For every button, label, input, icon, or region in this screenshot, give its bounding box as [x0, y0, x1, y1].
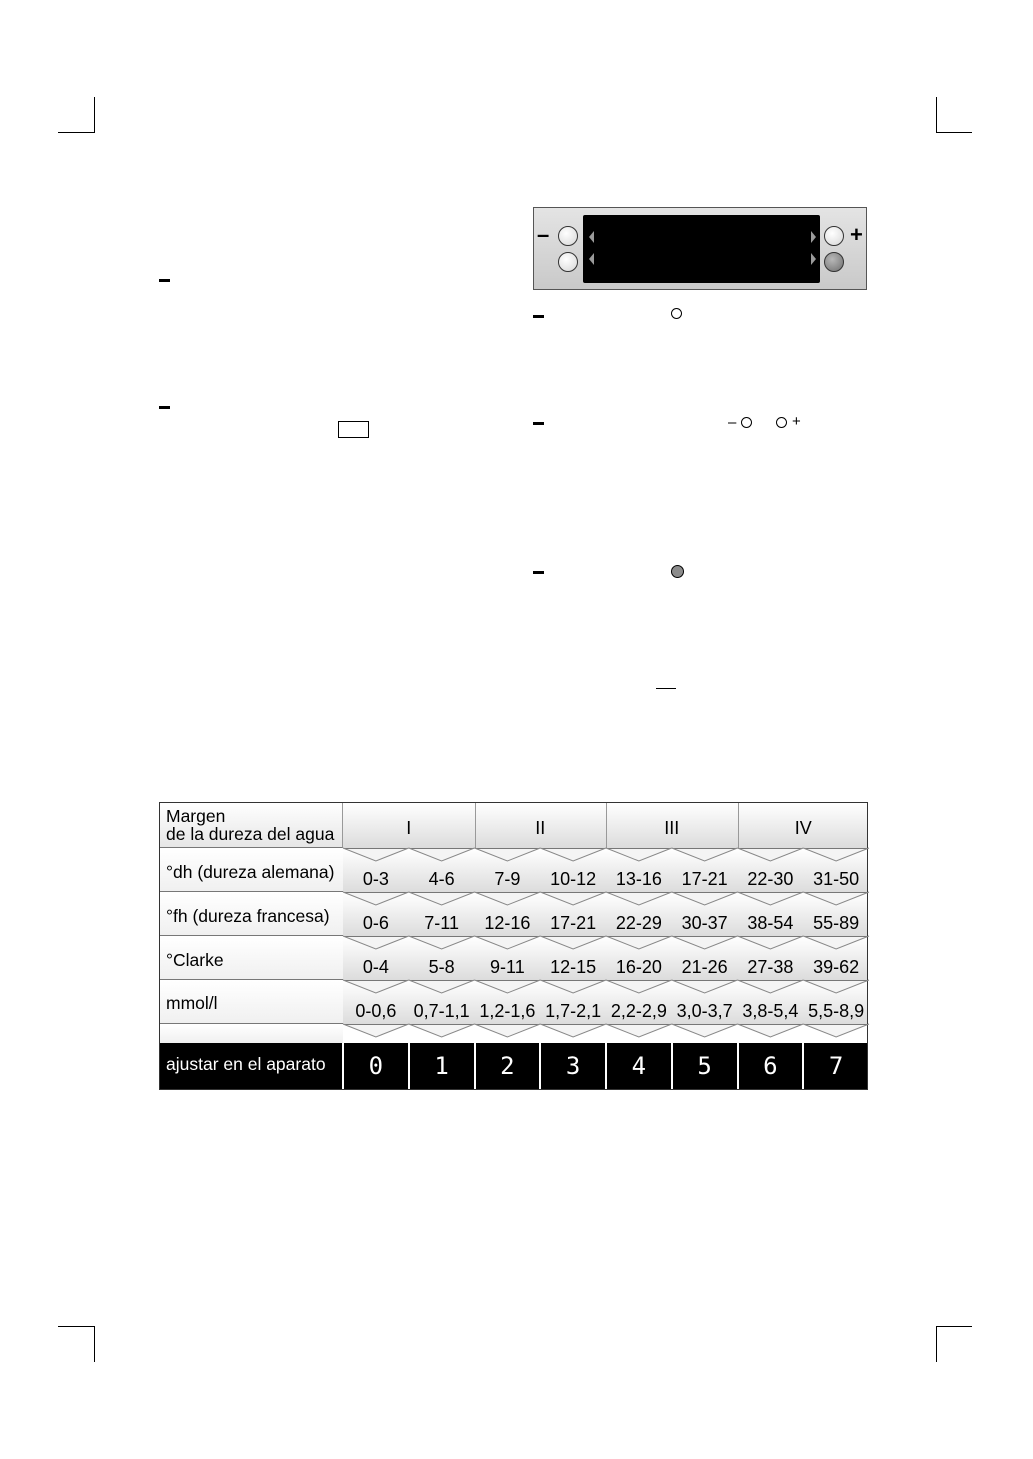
hardness-value-cell: 7-9	[494, 869, 521, 889]
hardness-value-cell: 21-26	[681, 957, 728, 977]
chevron-fill	[540, 892, 606, 905]
chevron-fill	[475, 980, 541, 993]
crop-mark-top-right-horizontal	[936, 132, 972, 133]
hardness-value-cell: 13-16	[615, 869, 662, 889]
group-header-cell: I	[406, 818, 412, 838]
chevron-fill	[738, 848, 804, 861]
hardness-value-cell: 5-8	[428, 957, 455, 977]
overline-mark	[656, 688, 676, 689]
hardness-value-cell: 27-38	[747, 957, 794, 977]
plus-button-icon	[824, 226, 844, 246]
chevron-fill	[803, 980, 869, 993]
chevron-fill	[343, 936, 409, 949]
left-arrow-icon	[589, 253, 594, 265]
chevron-fill	[343, 1024, 409, 1037]
device-setting-cell: 7	[828, 1052, 844, 1080]
chevron-fill	[475, 848, 541, 861]
hardness-value-cell: 0-3	[362, 869, 389, 889]
hardness-value-cell: 17-21	[681, 869, 728, 889]
hardness-value-cell: 12-16	[484, 913, 531, 933]
chevron-fill	[606, 980, 672, 993]
chevron-fill	[606, 848, 672, 861]
hardness-value-cell: 2,2-2,9	[610, 1001, 667, 1021]
device-setting-cell: 0	[368, 1052, 384, 1080]
chevron-fill	[409, 936, 475, 949]
device-setting-cell: 2	[500, 1052, 515, 1080]
chevron-fill	[475, 936, 541, 949]
plus-sign: +	[850, 222, 863, 247]
minus-symbol: –	[728, 414, 737, 431]
chevron-fill	[606, 936, 672, 949]
hardness-value-cell: 0-0,6	[355, 1001, 397, 1021]
hardness-value-cell: 12-15	[550, 957, 597, 977]
crop-mark-bottom-left-vertical	[94, 1326, 95, 1362]
chevron-fill	[343, 848, 409, 861]
setting-separator	[474, 1043, 476, 1089]
hardness-value-cell: 39-62	[813, 957, 860, 977]
hardness-value-cell: 7-11	[424, 913, 459, 933]
header-label-line-2: de la dureza del agua	[166, 824, 335, 844]
small-key-box	[338, 421, 369, 438]
group-header-cell: III	[664, 818, 680, 838]
setting-separator	[539, 1043, 541, 1089]
chevron-fill	[540, 980, 606, 993]
row-label-dh: °dh (dureza alemana)	[160, 849, 343, 892]
setting-separator	[671, 1043, 673, 1089]
bullet-dash	[533, 571, 544, 574]
header-label-cell	[160, 803, 343, 848]
bullet-dash	[533, 422, 544, 425]
chevron-fill	[606, 892, 672, 905]
hardness-value-cell: 55-89	[813, 913, 860, 933]
chevron-fill	[540, 1024, 606, 1037]
minus-button-icon	[558, 226, 578, 246]
hardness-value-cell: 30-37	[681, 913, 728, 933]
crop-mark-bottom-right-horizontal	[936, 1326, 972, 1327]
hardness-value-cell: 0-6	[362, 913, 389, 933]
setting-row-label: ajustar en el aparato	[166, 1054, 326, 1074]
hardness-value-cell: 16-20	[615, 957, 662, 977]
row-label-spacer	[160, 1025, 343, 1043]
display-screen	[583, 215, 820, 283]
setting-separator	[605, 1043, 607, 1089]
group-header-cell: II	[535, 818, 546, 838]
minus-sign: –	[537, 222, 550, 247]
row-label-clarke: °Clarke	[160, 937, 343, 980]
water-hardness-table	[159, 802, 868, 1090]
chevron-fill	[672, 1024, 738, 1037]
plus-symbol: +	[792, 413, 801, 430]
start-button-icon	[824, 252, 844, 272]
device-setting-cell: 5	[697, 1052, 712, 1080]
chevron-fill	[738, 892, 804, 905]
setting-separator	[802, 1043, 804, 1089]
hardness-value-cell: 22-30	[747, 869, 794, 889]
chevron-fill	[672, 848, 738, 861]
minus-button-symbol-icon	[741, 417, 752, 428]
hardness-value-cell: 4-6	[428, 869, 455, 889]
chevron-fill	[475, 892, 541, 905]
device-setting-cell: 3	[565, 1052, 581, 1080]
setting-separator	[408, 1043, 410, 1089]
plus-button-symbol-icon	[776, 417, 787, 428]
device-setting-cell: 4	[631, 1052, 647, 1080]
hardness-value-cell: 17-21	[550, 913, 597, 933]
chevron-fill	[803, 1024, 869, 1037]
setting-separator	[737, 1043, 739, 1089]
chevron-fill	[738, 1024, 804, 1037]
hardness-value-cell: 1,7-2,1	[545, 1001, 602, 1021]
chevron-fill	[803, 848, 869, 861]
setting-separator	[342, 1043, 344, 1089]
chevron-fill	[672, 892, 738, 905]
grey-button-icon	[671, 565, 684, 578]
hardness-value-cell: 1,2-1,6	[479, 1001, 536, 1021]
left-arrow-icon	[589, 231, 594, 243]
chevron-fill	[343, 980, 409, 993]
lower-left-button-icon	[558, 252, 578, 272]
control-panel-illustration	[533, 207, 867, 290]
row-label-mmol: mmol/l	[160, 981, 343, 1024]
crop-mark-top-right-vertical	[936, 97, 937, 133]
hardness-value-cell: 10-12	[550, 869, 597, 889]
chevron-fill	[738, 980, 804, 993]
crop-mark-bottom-left-horizontal	[58, 1326, 95, 1327]
group-header-cell: IV	[794, 818, 812, 838]
bullet-dash	[159, 279, 170, 282]
row-label-fh: °fh (dureza francesa)	[160, 893, 343, 936]
chevron-fill	[343, 892, 409, 905]
chevron-fill	[475, 1024, 541, 1037]
hardness-value-cell: 31-50	[813, 869, 860, 889]
chevron-fill	[409, 848, 475, 861]
chevron-fill	[803, 936, 869, 949]
bullet-dash	[159, 406, 170, 409]
hardness-value-cell: 9-11	[490, 957, 525, 977]
crop-mark-top-left-horizontal	[58, 132, 95, 133]
chevron-fill	[540, 848, 606, 861]
hardness-value-cell: 0,7-1,1	[413, 1001, 470, 1021]
hardness-value-cell: 38-54	[747, 913, 794, 933]
chevron-fill	[409, 892, 475, 905]
bullet-dash	[533, 315, 544, 318]
chevron-fill	[803, 892, 869, 905]
hardness-value-cell: 22-29	[615, 913, 662, 933]
chevron-fill	[409, 1024, 475, 1037]
right-arrow-icon	[811, 231, 816, 243]
chevron-fill	[606, 1024, 672, 1037]
right-arrow-icon	[811, 253, 816, 265]
crop-mark-bottom-right-vertical	[936, 1326, 937, 1362]
chevron-fill	[672, 980, 738, 993]
hardness-value-cell: 0-4	[362, 957, 389, 977]
chevron-fill	[672, 936, 738, 949]
crop-mark-top-left-vertical	[94, 97, 95, 133]
chevron-fill	[540, 936, 606, 949]
circle-button-icon	[671, 308, 682, 319]
header-label-line-1: Margen	[166, 806, 226, 826]
device-setting-cell: 1	[434, 1052, 449, 1080]
device-setting-row	[160, 1043, 867, 1089]
chevron-fill	[409, 980, 475, 993]
hardness-value-cell: 3,0-3,7	[676, 1001, 733, 1021]
device-setting-cell: 6	[763, 1052, 778, 1080]
chevron-fill	[738, 936, 804, 949]
hardness-value-cell: 5,5-8,9	[808, 1001, 865, 1021]
hardness-value-cell: 3,8-5,4	[742, 1001, 799, 1021]
